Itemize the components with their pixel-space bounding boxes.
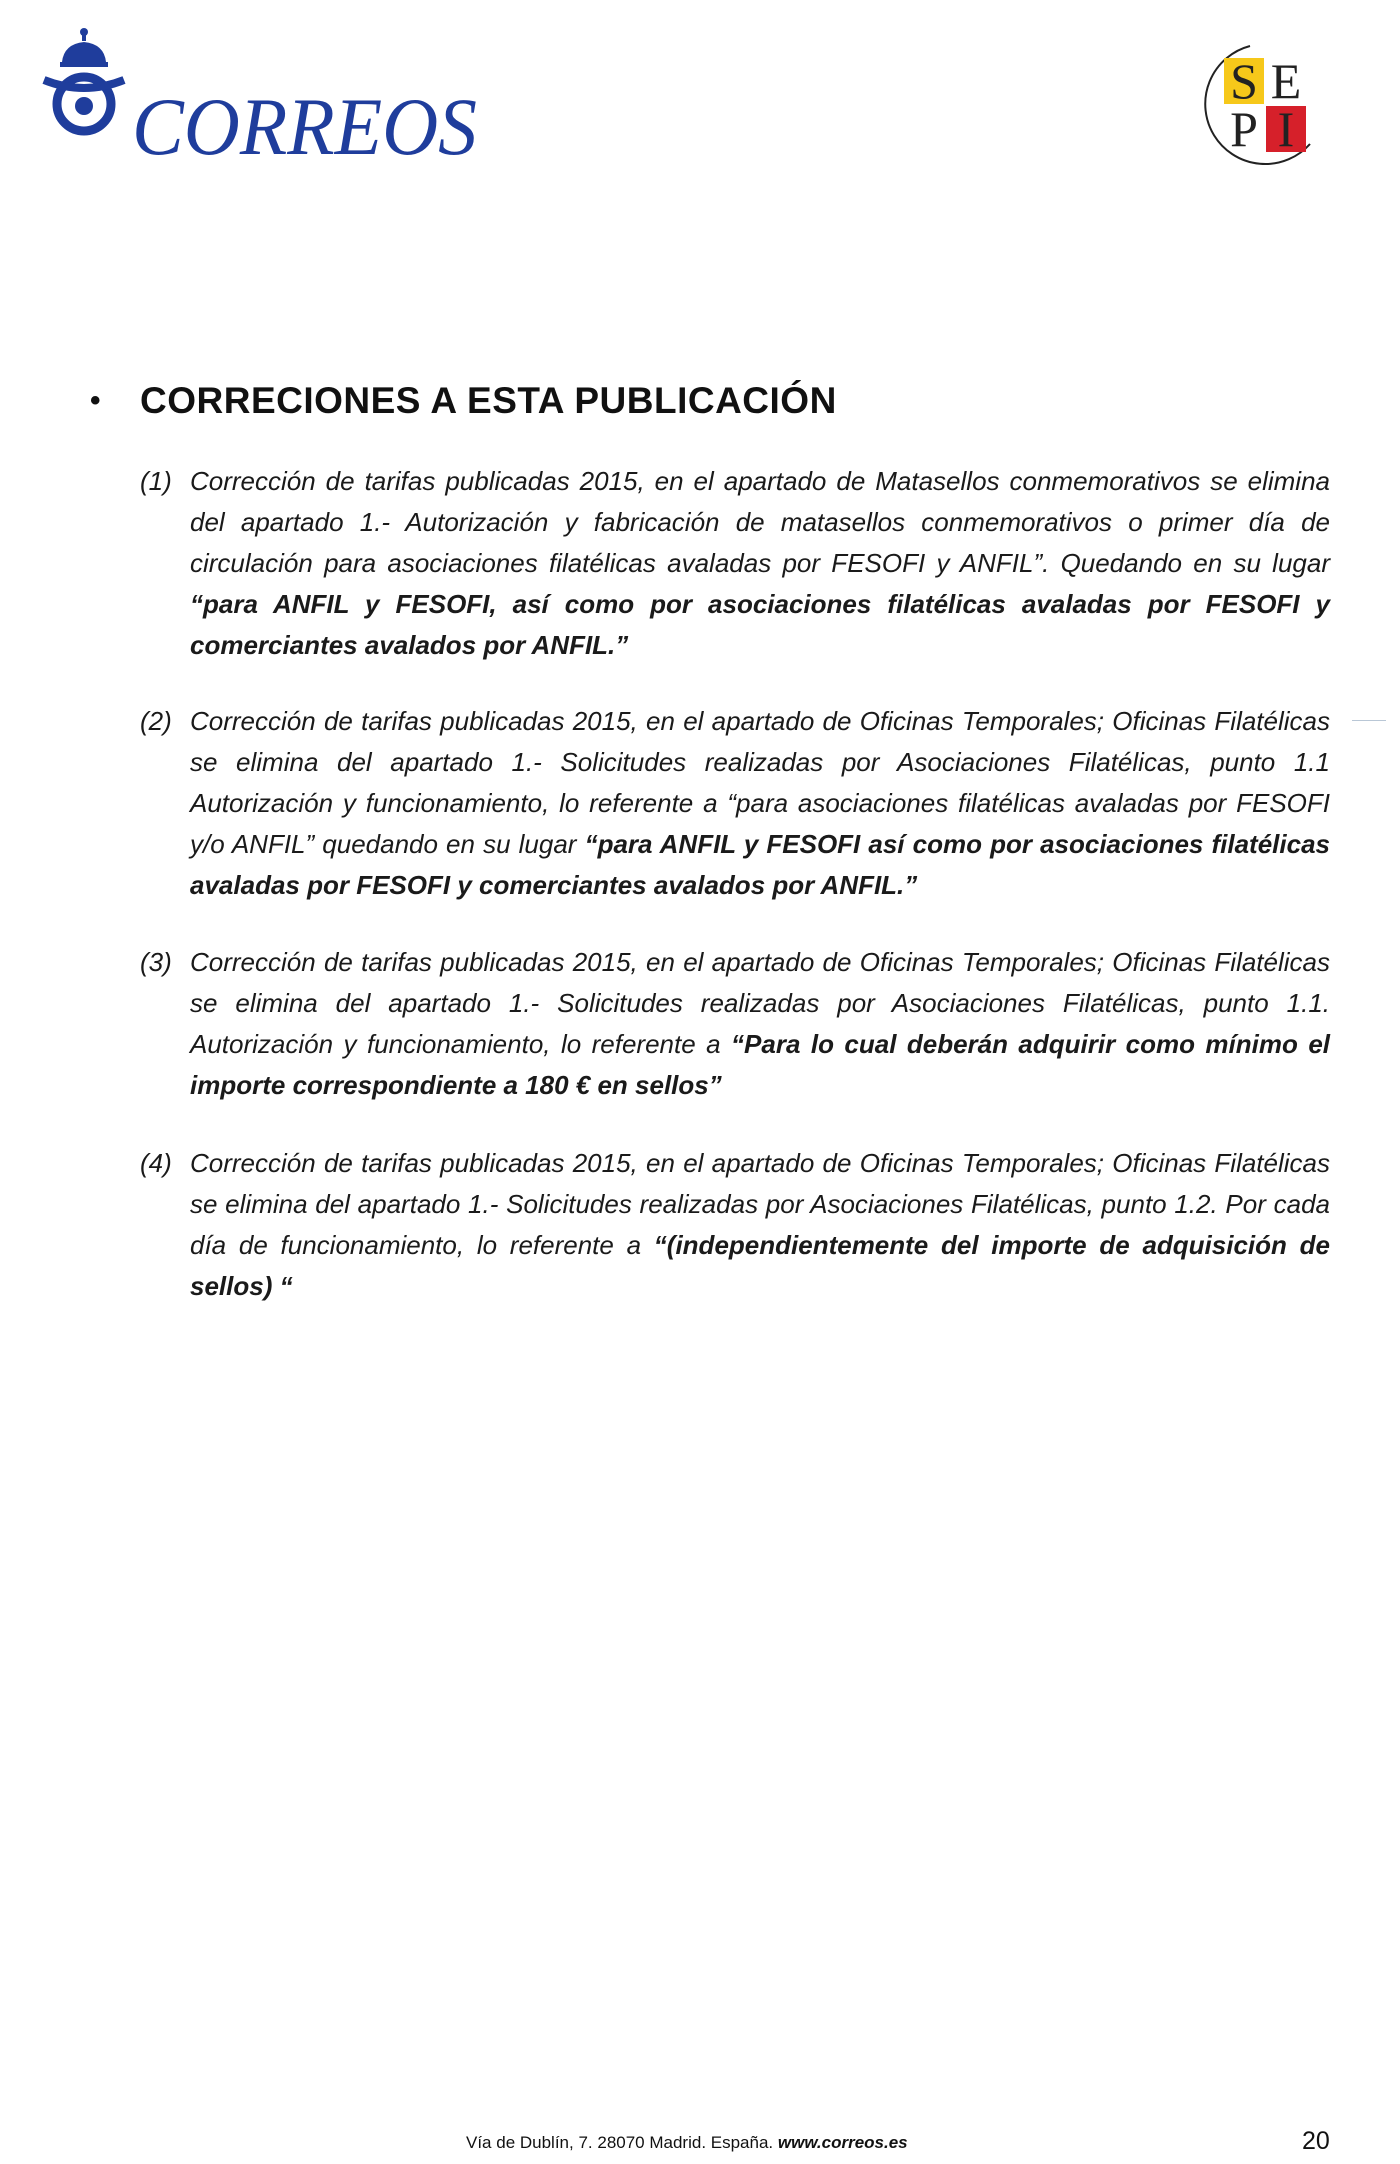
sepi-logo bbox=[1198, 40, 1328, 170]
correction-text bbox=[190, 701, 1330, 906]
footer-url[interactable]: www.correos.es bbox=[777, 2133, 908, 2152]
crown-icon bbox=[60, 28, 108, 67]
section-heading bbox=[90, 380, 1290, 422]
correction-text-plain: Corrección de tarifas publicadas 2015, en el apartado de Oficinas Temporales; Oficinas Filatélicas se elimina del apartado 1.- Solicitudes realizadas por Asociaciones Filatélicas, punto 1.2. Por cada día de funcionamiento, lo referente a bbox=[190, 1148, 1330, 1260]
sepi-letter-i: I bbox=[1277, 101, 1295, 157]
correction-item-2 bbox=[140, 701, 1330, 906]
correction-text-plain: Corrección de tarifas publicadas 2015, en el apartado de Matasellos conmemorativos se elimina del apartado 1.- Autorización y fabricación de matasellos conmemorativos o primer día de circulación para asociaciones filatélicas avaladas por FESOFI y ANFIL”. Quedando en su lugar bbox=[190, 466, 1330, 578]
correos-logo bbox=[26, 22, 486, 172]
section-title: CORRECIONES A ESTA PUBLICACIÓN bbox=[140, 380, 837, 421]
correction-text bbox=[190, 461, 1330, 666]
footer-address-text: Vía de Dublín, 7. 28070 Madrid. España. bbox=[466, 2133, 778, 2152]
correction-number: (4) bbox=[140, 1148, 172, 1178]
correction-item-3 bbox=[140, 942, 1330, 1106]
sepi-letter-e: E bbox=[1270, 53, 1302, 109]
sepi-letter-p: P bbox=[1230, 101, 1258, 157]
correction-text-bold: “para ANFIL y FESOFI así como por asociaciones filatélicas avaladas por FESOFI y comerciantes avalados por ANFIL.” bbox=[190, 829, 1330, 900]
correction-number: (3) bbox=[140, 947, 172, 977]
correction-item-1 bbox=[140, 461, 1330, 666]
correction-item-4 bbox=[140, 1143, 1330, 1307]
correction-text-bold: “para ANFIL y FESOFI, así como por asociaciones filatélicas avaladas por FESOFI y comerciantes avalados por ANFIL.” bbox=[190, 589, 1330, 660]
sepi-letter-s: S bbox=[1230, 53, 1258, 109]
page-number: 20 bbox=[1302, 2127, 1330, 2155]
margin-mark bbox=[1352, 720, 1386, 721]
correction-text-bold: “Para lo cual deberán adquirir como mínimo el importe correspondiente a 180 € en sellos” bbox=[190, 1029, 1331, 1100]
correction-text bbox=[190, 1143, 1330, 1307]
heading-bullet: • bbox=[90, 384, 102, 417]
correction-text-plain: Corrección de tarifas publicadas 2015, en el apartado de Oficinas Temporales; Oficinas Filatélicas se elimina del apartado 1.- Solicitudes realizadas por Asociaciones Filatélicas, punto 1.1 Autorización y funcionamiento, lo referente a “para asociaciones filatélicas avaladas por FESOFI y/o ANFIL” quedando en su lugar bbox=[190, 706, 1330, 859]
correos-logo-text: CORREOS bbox=[132, 81, 477, 172]
correction-number: (2) bbox=[140, 706, 172, 736]
correction-text-plain: Corrección de tarifas publicadas 2015, en el apartado de Oficinas Temporales; Oficinas Filatélicas se elimina del apartado 1.- Solicitudes realizadas por Asociaciones Filatélicas, punto 1.1. Autorización y funcionamiento, lo referente a bbox=[190, 947, 1330, 1059]
footer-address bbox=[466, 2133, 908, 2153]
correction-number: (1) bbox=[140, 466, 172, 496]
correction-text-bold: “(independientemente del importe de adquisición de sellos) “ bbox=[190, 1230, 1330, 1301]
correction-text bbox=[190, 942, 1330, 1106]
